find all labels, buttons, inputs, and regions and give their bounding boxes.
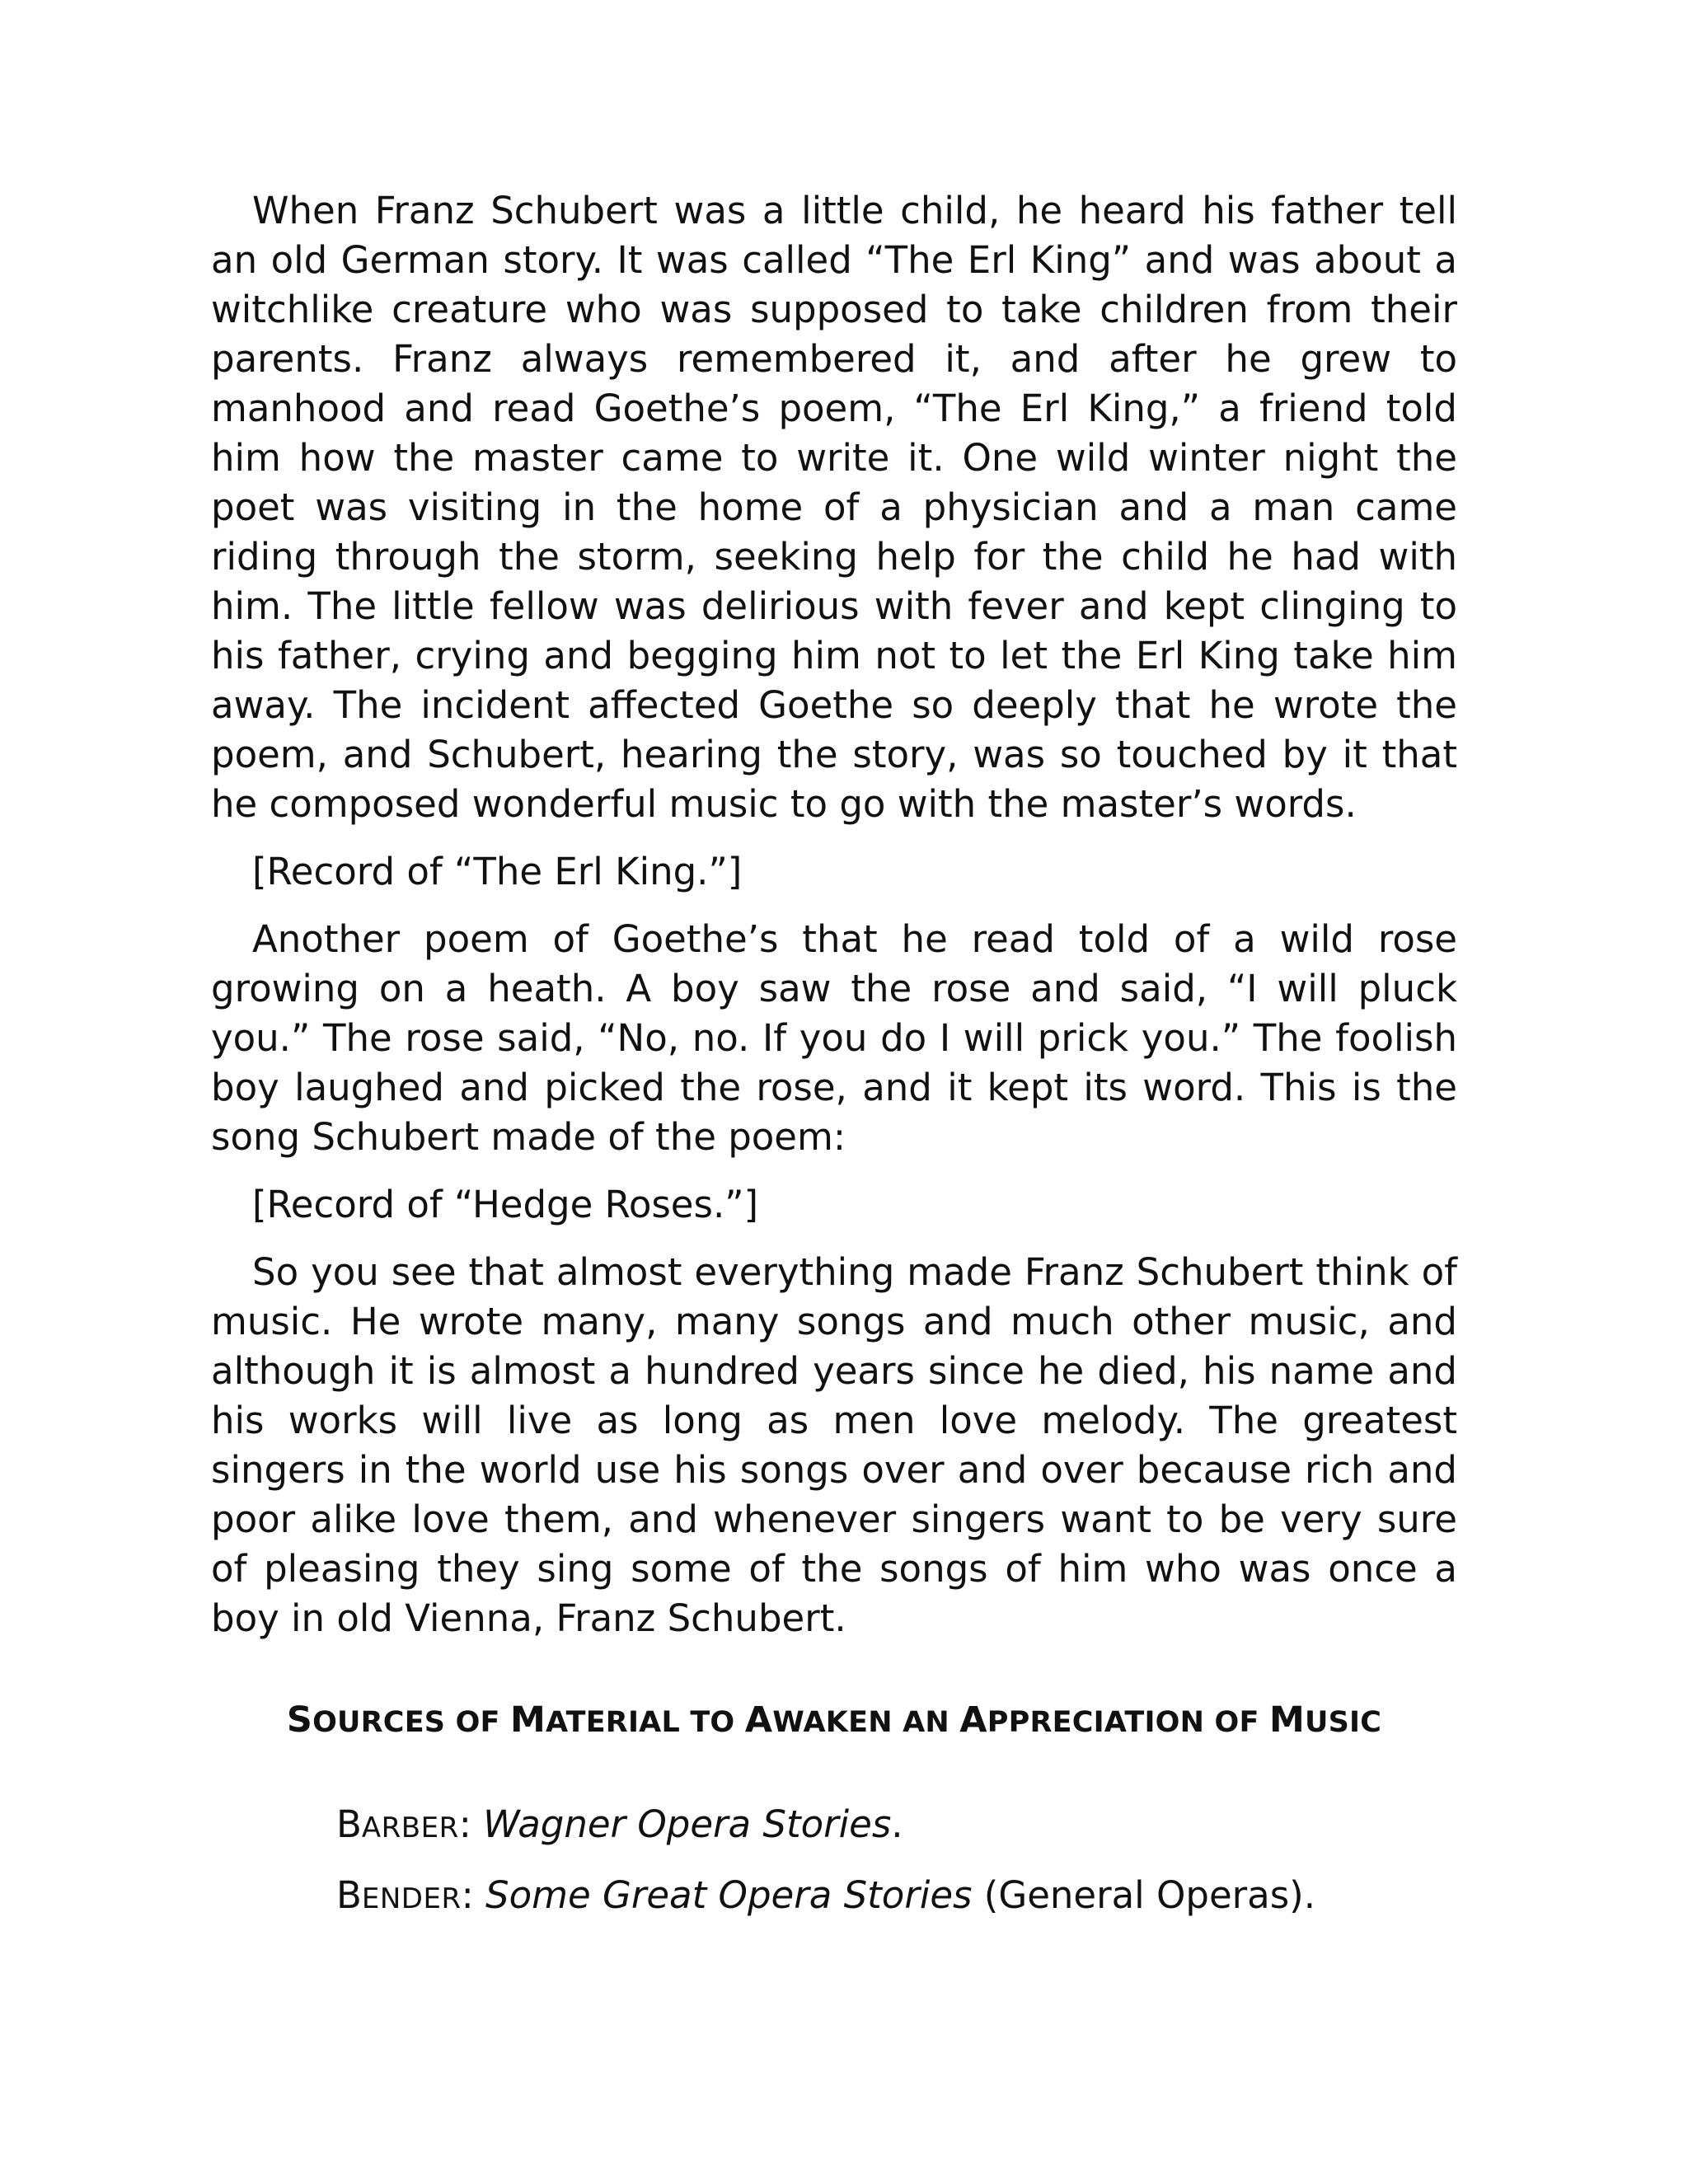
source-author-cap: B	[336, 1873, 362, 1917]
page-body	[211, 186, 1457, 1917]
section-heading	[211, 1699, 1457, 1743]
heading-cap-4: A	[959, 1699, 987, 1741]
heading-cap-5: M	[1268, 1699, 1305, 1741]
heading-cap-1: S	[286, 1699, 313, 1741]
paragraph-erl-king-story: When Franz Schubert was a little child, he heard his father tell an old German story. It was called “The Erl King” and was about a witchlike creature who was supposed to take children from their parents. Franz always remembered it, and after he grew to manhood and read Goethe’s poem, “The Erl King,” a friend told him how the master came to write it. One wild winter night the poet was visiting in the home of a physician and a man came riding through the storm, seeking help for the child he had with him. The little fellow was delirious with fever and kept clinging to his father, crying and begging him not to let the Erl King take him away. The incident affected Goethe so deeply that he wrote the poem, and Schubert, hearing the story, was so touched by it that he composed wonderful music to go with the master’s words.	[211, 189, 1457, 826]
record-erl-king: [Record of “The Erl King.”]	[252, 850, 743, 893]
source-note: (General Operas).	[972, 1873, 1316, 1917]
heading-rest-1: OURCES OF	[312, 1706, 511, 1739]
source-separator: :	[461, 1873, 486, 1917]
heading-rest-5: USIC	[1304, 1706, 1382, 1739]
source-author-cap: B	[336, 1802, 362, 1846]
source-entry-barber	[336, 1800, 1408, 1853]
source-title: Wagner Opera Stories	[483, 1802, 892, 1846]
heading-rest-2: ATERIAL TO	[546, 1706, 745, 1739]
sources-list	[336, 1800, 1408, 1942]
heading-cap-2: M	[510, 1699, 546, 1741]
source-separator: :	[458, 1802, 484, 1846]
heading-rest-4: PPRECIATION OF	[987, 1706, 1269, 1739]
source-title: Some Great Opera Stories	[485, 1873, 973, 1917]
heading-cap-3: A	[744, 1699, 773, 1741]
source-author: ENDER	[361, 1882, 462, 1915]
source-entry-bender	[336, 1871, 1408, 1924]
source-note: .	[891, 1802, 903, 1846]
source-author: ARBER	[361, 1811, 459, 1844]
paragraph-wild-rose: Another poem of Goethe’s that he read told of a wild rose growing on a heath. A boy saw the rose and said, “I will pluck you.” The rose said, “No, no. If you do I will prick you.” The foolish boy laughed and picked the rose, and it kept its word. This is the song Schubert made of the poem:	[211, 917, 1457, 1159]
heading-rest-3: WAKEN AN	[772, 1706, 960, 1739]
record-hedge-roses: [Record of “Hedge Roses.”]	[252, 1183, 759, 1226]
paragraph-conclusion: So you see that almost everything made Franz Schubert think of music. He wrote many, many songs and much other music, and although it is almost a hundred years since he died, his name and his works will live as long as men love melody. The greatest singers in the world use his songs over and over because rich and poor alike love them, and whenever singers want to be very sure of pleasing they sing some of the songs of him who was once a boy in old Vienna, Franz Schubert.	[211, 1250, 1457, 1640]
